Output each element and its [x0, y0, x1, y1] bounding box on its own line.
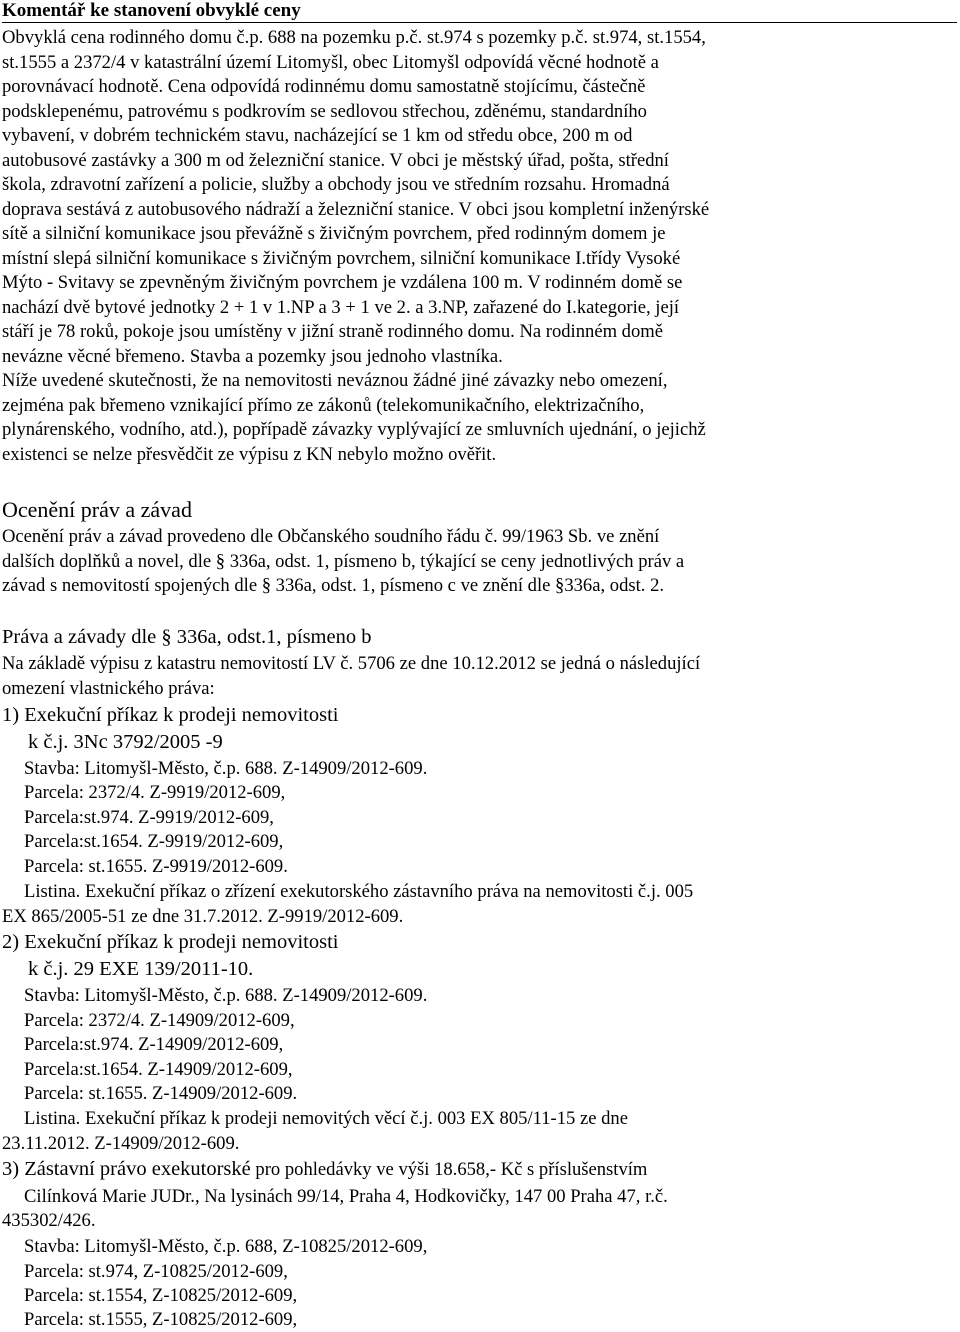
- text-line: nevázne věcné břemeno. Stavba a pozemky jsou jednoho vlastníka.: [2, 345, 503, 367]
- text-line: Níže uvedené skutečnosti, že na nemovitosti neváznou žádné jiné závazky nebo omezení,: [2, 370, 668, 391]
- entry-line: Parcela:st.1654. Z-14909/2012-609,: [24, 1059, 293, 1080]
- item-title: [2, 1157, 647, 1182]
- listina-line: Listina. Exekuční příkaz k prodeji nemovitých věcí č.j. 003 EX 805/11-15 ze dne: [24, 1108, 628, 1129]
- entry-line: Parcela:st.974. Z-14909/2012-609,: [24, 1034, 284, 1055]
- entry-line: Parcela:st.1654. Z-9919/2012-609,: [24, 831, 284, 852]
- listina-line: 23.11.2012. Z-14909/2012-609.: [2, 1133, 240, 1154]
- text-line: škola, zdravotní zařízení a policie, služby a obchody jsou ve středním rozsahu. Hromadná: [2, 174, 670, 195]
- intro-paragraph: [2, 26, 957, 467]
- entry-line: Parcela: st.1554, Z-10825/2012-609,: [24, 1285, 298, 1306]
- listina-line: Listina. Exekuční příkaz o zřízení exekutorského zástavního práva na nemovitosti č.j. 005: [24, 881, 694, 902]
- entry-line: Stavba: Litomyšl-Město, č.p. 688. Z-14909/2012-609.: [24, 985, 428, 1006]
- text-line: Mýto - Svitavy se zpevněným živičným povrchem je vzdálena 100 m. V rodinném domě se: [2, 272, 683, 293]
- item-title-rest: pro pohledávky ve výši 18.658,- Kč s příslušenstvím: [250, 1159, 648, 1180]
- entry-line: Parcela: 2372/4. Z-14909/2012-609,: [24, 1010, 295, 1031]
- holder-line: Cilínková Marie JUDr., Na lysinách 99/14, Praha 4, Hodkovičky, 147 00 Praha 47, r.č.: [24, 1186, 668, 1207]
- text-line: nachází dvě bytové jednotky 2 + 1 v 1.NP a 3 + 1 ve 2. a 3.NP, zařazené do I.kategorie, její: [2, 296, 680, 318]
- text-line: plynárenského, vodního, atd.), popřípadě závazky vyplývající ze smluvních ujednání, o jejichž: [2, 419, 706, 440]
- entry-line: Parcela: st.1655. Z-9919/2012-609.: [24, 856, 288, 877]
- item-reference: k č.j. 3Nc 3792/2005 -9: [28, 731, 223, 753]
- text-line: omezení vlastnického práva:: [2, 677, 215, 699]
- text-line: stáří je 78 roků, pokoje jsou umístěny v jižní straně rodinného domu. Na rodinném domě: [2, 321, 663, 342]
- text-line: Na základě výpisu z katastru nemovitostí LV č. 5706 ze dne 10.12.2012 se jedná o následující: [2, 653, 701, 674]
- section-title-rights: Práva a závady dle § 336a, odst.1, písmeno b: [2, 626, 372, 648]
- text-line: zejména pak břemeno vznikající přímo ze zákonů (telekomunikačního, elektrizačního,: [2, 394, 645, 416]
- item-title: 2) Exekuční příkaz k prodeji nemovitosti: [2, 931, 339, 953]
- text-line: porovnávací hodnotě. Cena odpovídá rodinnému domu samostatně stojícímu, částečně: [2, 76, 646, 97]
- listina-line: EX 865/2005-51 ze dne 31.7.2012. Z-9919/2012-609.: [2, 906, 404, 927]
- item-title-main: 3) Zástavní právo exekutorské: [2, 1158, 251, 1180]
- entry-line: Parcela: st.974, Z-10825/2012-609,: [24, 1261, 288, 1282]
- entry-line: Parcela: st.1555, Z-10825/2012-609,: [24, 1309, 298, 1330]
- text-line: autobusové zastávky a 300 m od železniční stanice. V obci je městský úřad, pošta, střední: [2, 149, 669, 171]
- text-line: dalších doplňků a novel, dle § 336a, odst. 1, písmeno b, týkající se ceny jednotlivých práv a: [2, 550, 685, 572]
- text-line: podsklepenému, patrovému s podkrovím se sedlovou střechou, zděnému, standardního: [2, 100, 647, 122]
- item-title: 1) Exekuční příkaz k prodeji nemovitosti: [2, 704, 339, 726]
- rights-paragraph: [2, 652, 957, 701]
- section-title-valuation: Ocenění práv a závad: [2, 497, 192, 522]
- text-line: vybavení, v dobrém technickém stavu, nacházející se 1 km od středu obce, 200 m od: [2, 125, 633, 146]
- text-line: závad s nemovitostí spojených dle § 336a, odst. 1, písmeno c ve znění dle §336a, odst. 2.: [2, 575, 665, 596]
- text-line: st.1555 a 2372/4 v katastrální území Litomyšl, obec Litomyšl odpovídá věcné hodnotě a: [2, 51, 659, 73]
- text-line: místní slepá silniční komunikace s živičným povrchem, silniční komunikace I.třídy Vysoké: [2, 247, 681, 269]
- text-line: existenci se nelze přesvědčit ze výpisu z KN nebylo možno ověřit.: [2, 443, 497, 465]
- valuation-paragraph: [2, 525, 957, 599]
- document-heading: Komentář ke stanovení obvyklé ceny: [2, 0, 957, 23]
- entry-line: Parcela: st.1655. Z-14909/2012-609.: [24, 1083, 298, 1104]
- text-line: sítě a silniční komunikace jsou převážně s živičným povrchem, před rodinným domem je: [2, 223, 666, 244]
- entry-line: Stavba: Litomyšl-Město, č.p. 688. Z-14909/2012-609.: [24, 758, 428, 779]
- entry-line: Parcela: 2372/4. Z-9919/2012-609,: [24, 782, 286, 803]
- item-reference: k č.j. 29 EXE 139/2011-10.: [28, 958, 254, 980]
- entry-line: Parcela:st.974. Z-9919/2012-609,: [24, 807, 274, 828]
- text-line: Ocenění práv a závad provedeno dle Občanského soudního řádu č. 99/1963 Sb. ve znění: [2, 526, 660, 547]
- text-line: doprava sestává z autobusového nádraží a železniční stanice. V obci jsou kompletní inženýrské: [2, 198, 710, 220]
- holder-line: 435302/426.: [2, 1210, 96, 1231]
- entry-line: Stavba: Litomyšl-Město, č.p. 688, Z-10825/2012-609,: [24, 1236, 428, 1257]
- text-line: Obvyklá cena rodinného domu č.p. 688 na pozemku p.č. st.974 s pozemky p.č. st.974, st.1554,: [2, 27, 706, 48]
